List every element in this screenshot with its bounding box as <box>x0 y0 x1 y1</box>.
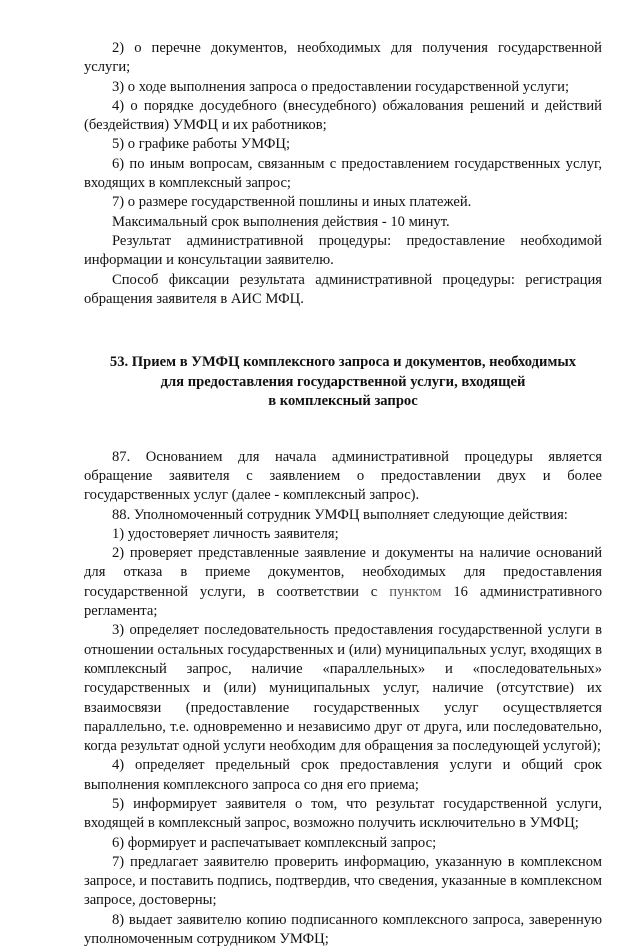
heading-line: для предоставления государственной услуги, входящей <box>160 373 526 390</box>
text-run: 16 административного регламента; <box>84 583 602 620</box>
paragraph: 5) информирует заявителя о том, что результат государственной услуги, входящей в комплексный запрос, возможно получить исключительно в УМФЦ; <box>84 796 602 832</box>
paragraph: 5) о графике работы УМФЦ; <box>112 136 291 153</box>
paragraph: 1) удостоверяет личность заявителя; <box>112 525 339 542</box>
paragraph: 88. Уполномоченный сотрудник УМФЦ выполняет следующие действия: <box>112 506 568 523</box>
paragraph: Результат административной процедуры: предоставление необходимой информации и консультации заявителю. <box>84 232 602 269</box>
section-consultation-list <box>84 39 602 309</box>
paragraph: 8) выдает заявителю копию подписанного комплексного запроса, заверенную уполномоченным сотрудником УМФЦ; <box>84 911 602 948</box>
paragraph: Способ фиксации результата административной процедуры: регистрация обращения заявителя в АИС МФЦ. <box>84 271 602 307</box>
paragraph: 3) о ходе выполнения запроса о предоставлении государственной услуги; <box>112 78 570 95</box>
paragraph: Максимальный срок выполнения действия - 10 минут. <box>112 213 450 230</box>
regulation-reference-link[interactable]: пунктом <box>389 583 442 600</box>
paragraph: 6) формирует и распечатывает комплексный запрос; <box>112 834 437 851</box>
paragraph: 6) по иным вопросам, связанным с предоставлением государственных услуг, входящих в комплексный запрос; <box>84 155 602 192</box>
section-heading <box>84 353 602 412</box>
paragraph: 7) предлагает заявителю проверить информацию, указанную в комплексном запросе, и поставить подпись, подтвердив, что сведения, указанные в комплексном запросе, достоверны; <box>84 853 602 909</box>
text-run: 2) проверяет представленные заявление и документы на наличие оснований для отказа в приеме документов, необходимых для предоставления государственной услуги, в соответствии с <box>84 545 602 600</box>
heading-line: в комплексный запрос <box>268 393 418 410</box>
paragraph: 7) о размере государственной пошлины и иных платежей. <box>112 194 472 211</box>
paragraph: 4) определяет предельный срок предоставления услуги и общий срок выполнения комплексного запроса со дня его приема; <box>84 757 602 793</box>
section-complex-request <box>84 448 602 949</box>
paragraph: 2) о перечне документов, необходимых для получения государственной услуги; <box>84 40 602 76</box>
paragraph: 87. Основанием для начала административной процедуры является обращение заявителя с заявлением о предоставлении двух и более государственных услуг (далее - комплексный запрос). <box>84 448 602 504</box>
paragraph: 3) определяет последовательность предоставления государственной услуги в отношении остальных государственных и (или) муниципальных услуг, входящих в комплексный запрос, наличие «параллельных» и «последовательных» государственных и (или) муниципальных услуг, наличие (отсутствие) их взаимосвязи (предоставление государственных услуг осуществляется параллельно, т.е. одновременно и независимо друг от друга, или последовательно, когда результат одной услуги необходим для обращения за последующей услугой); <box>84 622 602 755</box>
paragraph: 4) о порядке досудебного (внесудебного) обжалования решений и действий (бездействия) УМФЦ и их работников; <box>84 97 602 134</box>
paragraph-item-2 <box>84 544 602 621</box>
heading-line: 53. Прием в УМФЦ комплексного запроса и документов, необходимых <box>109 354 577 371</box>
